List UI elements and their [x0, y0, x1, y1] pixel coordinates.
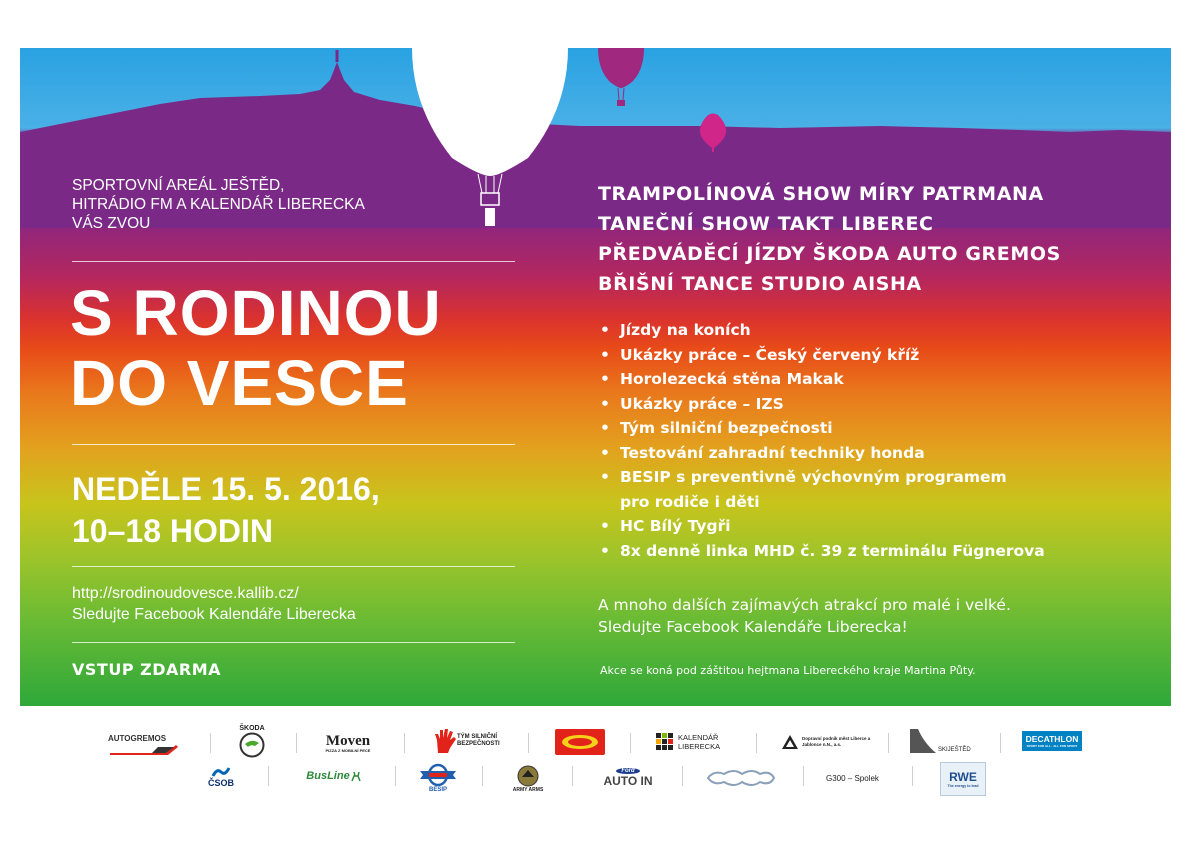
invite-line: SPORTOVNÍ AREÁL JEŠTĚD,: [72, 177, 285, 194]
hitradio-badge-icon: [560, 733, 600, 751]
show-item: TANEČNÍ SHOW TAKT LIBEREC: [598, 213, 934, 235]
autogremos-swoosh-icon: [108, 743, 180, 755]
besip-label: BESIP: [428, 787, 447, 793]
rwe-logo: [940, 762, 986, 796]
event-poster: [20, 48, 1171, 706]
csob-wave-icon: [211, 766, 231, 778]
hitradio-logo: [555, 729, 605, 755]
divider: [756, 733, 757, 753]
busline-label: BusLine: [306, 770, 350, 782]
event-date-line: 10–18 HODIN: [72, 513, 273, 549]
cestou-necestou-logo: [705, 766, 777, 790]
divider: [210, 733, 211, 753]
divider: [72, 261, 515, 262]
event-title-line: DO VESCE: [70, 347, 409, 419]
list-item: • Horolezecká stěna Makak: [598, 367, 1045, 392]
divider: [888, 733, 889, 753]
army-arms-label: ARMY ARMS: [512, 787, 544, 793]
patronage-note: Akce se koná pod záštitou hejtmana Libereckého kraje Martina Půty.: [600, 664, 976, 677]
army-arms-emblem-icon: [517, 765, 539, 787]
list-item: • Testování zahradní techniky honda: [598, 441, 1045, 466]
g300-logo: [826, 770, 906, 786]
divider: [482, 766, 483, 786]
dpml-triangle-icon: [782, 735, 798, 749]
divider: [528, 733, 529, 753]
skijested-label: SKIJEŠTĚD: [938, 747, 971, 753]
show-item: PŘEDVÁDĚCÍ JÍZDY ŠKODA AUTO GREMOS: [598, 243, 1061, 265]
playful-wordmark-icon: [706, 768, 776, 788]
divider: [296, 733, 297, 753]
divider: [268, 766, 269, 786]
shows-list: [598, 179, 1061, 299]
moven-label: Moven: [325, 732, 371, 749]
event-title: [70, 278, 442, 418]
skoda-label: ŠKODA: [239, 724, 265, 732]
rwe-label: RWE: [949, 769, 977, 784]
divider: [912, 766, 913, 786]
skijested-logo: [910, 727, 980, 753]
divider: [1000, 733, 1001, 753]
tym-label: TÝM SILNIČNÍ BEZPEČNOSTI: [457, 734, 500, 747]
list-item: • Ukázky práce – Český červený kříž: [598, 343, 1045, 368]
besip-logo: [418, 761, 458, 795]
kalendar-liberecka-logo: [656, 731, 736, 753]
army-arms-logo: [508, 762, 548, 796]
decathlon-label: DECATHLON: [1025, 733, 1079, 744]
ski-slope-icon: [910, 729, 936, 753]
list-item: • Jízdy na koních: [598, 318, 1045, 343]
free-entry: VSTUP ZDARMA: [72, 660, 221, 679]
divider: [572, 766, 573, 786]
magenta-balloon: [598, 48, 644, 88]
deer-icon: [350, 770, 362, 782]
csob-label: ČSOB: [207, 778, 234, 788]
rwe-sub: The energy to lead: [947, 783, 979, 788]
show-item: TRAMPOLÍNOVÁ SHOW MÍRY PATRMANA: [598, 183, 1044, 205]
g300-label: G300 – Spolek: [826, 773, 879, 783]
skoda-arrow-icon: [239, 732, 265, 758]
more-attractions: [598, 594, 1011, 638]
kalendar-label: KALENDÁŘ LIBERECKA: [678, 733, 721, 751]
skoda-logo: [232, 722, 272, 760]
divider: [72, 444, 515, 445]
divider: [682, 766, 683, 786]
ford-oval: Ford: [616, 768, 639, 774]
moven-logo: [318, 731, 378, 755]
event-date-line: NEDĚLE 15. 5. 2016,: [72, 471, 380, 507]
more-line: A mnoho dalších zajímavých atrakcí pro malé i velké.: [598, 596, 1011, 614]
event-date: [72, 468, 380, 552]
divider: [803, 766, 804, 786]
tym-silnicni-bezpecnosti-logo: [430, 727, 502, 755]
dpml-logo: [782, 733, 892, 751]
divider: [630, 733, 631, 753]
list-item: • Ukázky práce – IZS: [598, 392, 1045, 417]
divider: [395, 766, 396, 786]
list-item: • Tým silniční bezpečnosti: [598, 416, 1045, 441]
more-line: Sledujte Facebook Kalendáře Liberecka!: [598, 618, 908, 636]
autogremos-label: AUTOGREMOS: [108, 733, 167, 743]
moven-sub: PIZZA Z MOBILNÍ PECE: [325, 747, 371, 753]
auto-in-label: AUTO IN: [603, 774, 653, 788]
event-links: [72, 583, 356, 625]
invite-line: VÁS ZVOU: [72, 215, 151, 232]
divider: [72, 642, 515, 643]
invite-line: HITRÁDIO FM A KALENDÁŘ LIBERECKA: [72, 196, 365, 213]
list-item: • BESIP s preventivně výchovným programem: [598, 465, 1045, 490]
list-item: • 8x denně linka MHD č. 39 z terminálu Fügnerova: [598, 539, 1045, 564]
show-item: BŘIŠNÍ TANCE STUDIO AISHA: [598, 273, 922, 295]
event-url[interactable]: http://srodinoudovesce.kallib.cz/: [72, 585, 299, 602]
busline-logo: [298, 766, 370, 786]
decathlon-sub: SPORT FOR ALL · ALL FOR SPORT: [1026, 743, 1078, 748]
dpml-label: Dopravní podnik měst Liberce a Jablonce n.N., a.s.: [802, 736, 871, 747]
hand-icon: [433, 728, 457, 754]
list-item: • HC Bílý Tygři: [598, 514, 1045, 539]
divider: [404, 733, 405, 753]
invitation-text: [72, 176, 365, 233]
attractions-list: [598, 318, 1045, 563]
decathlon-logo: [1022, 731, 1082, 751]
facebook-note: Sledujte Facebook Kalendáře Liberecka: [72, 606, 356, 623]
auto-in-logo: [598, 763, 658, 793]
csob-logo: [203, 764, 239, 790]
autogremos-logo: [108, 733, 182, 755]
besip-emblem-icon: [420, 763, 456, 787]
calendar-grid-icon: [656, 733, 674, 751]
event-title-line: S RODINOU: [70, 277, 442, 349]
list-item-continuation: pro rodiče i děti: [620, 492, 760, 511]
divider: [72, 566, 515, 567]
